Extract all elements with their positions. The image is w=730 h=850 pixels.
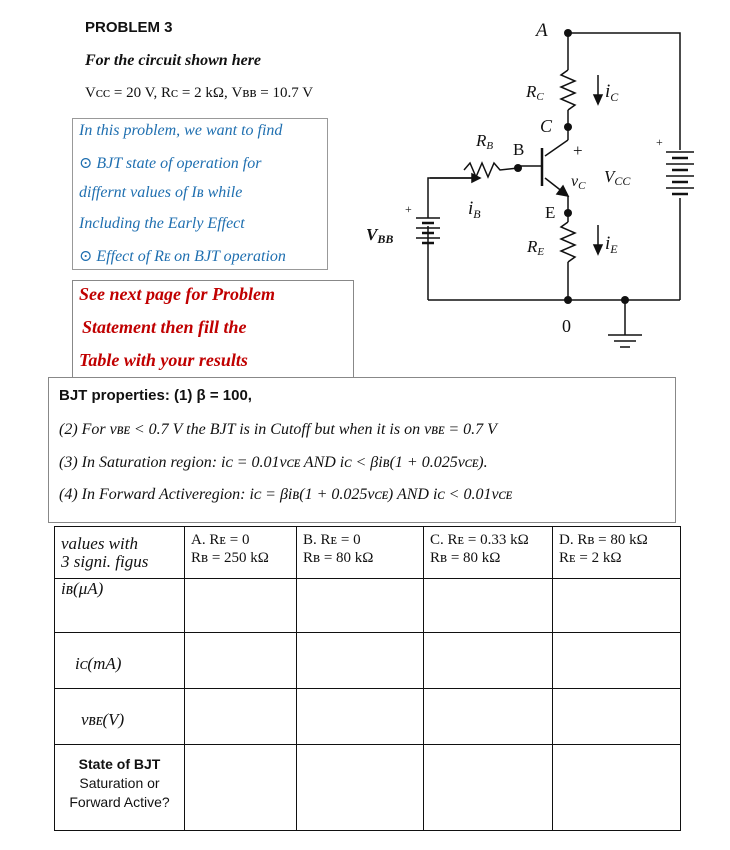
- node-b-label: B: [513, 140, 525, 159]
- bjt-properties-box: [48, 377, 676, 523]
- table-cell-input[interactable]: [424, 633, 553, 689]
- results-table: [54, 526, 681, 831]
- rc-resistor: [561, 70, 575, 110]
- intro-line: ⊙ BJT state of operation for: [79, 155, 262, 172]
- table-cell-input[interactable]: [424, 745, 553, 831]
- table-row: [55, 579, 681, 633]
- circuit-diagram: [366, 0, 720, 370]
- node-0-dot: [564, 296, 572, 304]
- ie-arrow-head: [594, 245, 602, 254]
- table-cell-input[interactable]: [185, 745, 297, 831]
- ib-label: $i_B$: [468, 198, 481, 221]
- table-cell-input[interactable]: [553, 633, 681, 689]
- node-e-label: E: [545, 203, 556, 222]
- ground-node-dot: [621, 296, 629, 304]
- table-cell-input[interactable]: [424, 689, 553, 745]
- ground-label: 0: [562, 316, 571, 336]
- vcc-label: VCC: [604, 167, 631, 188]
- problem-subtitle: For the circuit shown here: [85, 52, 262, 69]
- rb-label: RB: [476, 131, 494, 152]
- note-line: Statement then fill the: [82, 317, 247, 337]
- intro-line: Including the Early Effect: [79, 215, 245, 232]
- table-row: [55, 745, 681, 831]
- vbb-plus-sign: +: [405, 202, 412, 216]
- intro-box: [72, 118, 328, 270]
- table-cell-input[interactable]: [297, 689, 424, 745]
- intro-line: In this problem, we want to find: [79, 122, 283, 139]
- emitter-arrow: [557, 186, 568, 196]
- node-a-dot: [564, 29, 572, 37]
- table-col-header-b: B. Rᴇ = 0 Rʙ = 80 kΩ: [297, 527, 424, 579]
- table-corner-cell: values with 3 signi. figus: [55, 527, 185, 579]
- table-row: [55, 689, 681, 745]
- ie-label: $i_E$: [605, 233, 618, 256]
- ic-arrow-head: [594, 95, 602, 104]
- wire: [568, 33, 680, 300]
- table-cell-input[interactable]: [553, 745, 681, 831]
- rc-label: RC: [526, 82, 544, 103]
- note-line: See next page for Problem: [79, 284, 275, 304]
- table-cell-input[interactable]: [424, 579, 553, 633]
- row-label-ic: iᴄ(mA): [55, 633, 185, 689]
- vc-label: vC: [571, 173, 586, 192]
- table-cell-input[interactable]: [185, 633, 297, 689]
- node-e-dot: [564, 209, 572, 217]
- vcc-plus-sign: +: [656, 135, 663, 149]
- wire: [428, 178, 480, 300]
- node-c-label: C: [540, 116, 553, 136]
- row-label-state: State of BJT Saturation or Forward Active?: [55, 745, 185, 831]
- node-a-label: A: [536, 20, 548, 41]
- ic-label: $i_C$: [605, 81, 619, 104]
- table-cell-input[interactable]: [297, 579, 424, 633]
- intro-line: ⊙ Effect of Rᴇ on BJT operation: [79, 248, 286, 265]
- table-header-row: [55, 527, 681, 579]
- table-col-header-d: D. Rʙ = 80 kΩ Rᴇ = 2 kΩ: [553, 527, 681, 579]
- table-col-header-a: A. Rᴇ = 0 Rʙ = 250 kΩ: [185, 527, 297, 579]
- ib-arrow-head: [472, 174, 480, 182]
- table-cell-input[interactable]: [185, 689, 297, 745]
- table-col-header-c: C. Rᴇ = 0.33 kΩ Rʙ = 80 kΩ: [424, 527, 553, 579]
- table-cell-input[interactable]: [297, 633, 424, 689]
- properties-line: (4) In Forward Activeregion: iᴄ = βiʙ(1 + 0.025vᴄᴇ) AND iᴄ < 0.01vᴄᴇ: [59, 486, 513, 503]
- table-cell-input[interactable]: [297, 745, 424, 831]
- re-label: RE: [527, 237, 545, 258]
- note-line: Table with your results: [79, 350, 248, 370]
- properties-line: (3) In Saturation region: iᴄ = 0.01vᴄᴇ AND iᴄ < βiʙ(1 + 0.025vᴄᴇ).: [59, 454, 488, 471]
- problem-title: PROBLEM 3: [85, 19, 173, 36]
- collector-lead: [545, 140, 568, 156]
- circuit-parameters: Vᴄᴄ = 20 V, Rᴄ = 2 kΩ, Vʙʙ = 10.7 V: [85, 85, 314, 101]
- vc-plus-sign: +: [573, 141, 583, 160]
- properties-line: BJT properties: (1) β = 100,: [59, 387, 252, 404]
- table-cell-input[interactable]: [185, 579, 297, 633]
- table-cell-input[interactable]: [553, 579, 681, 633]
- row-label-ib: iʙ(μA): [55, 579, 185, 633]
- intro-line: differnt values of Iʙ while: [79, 184, 243, 201]
- re-resistor: [561, 222, 575, 262]
- properties-line: (2) For vʙᴇ < 0.7 V the BJT is in Cutoff but when it is on vʙᴇ = 0.7 V: [59, 421, 497, 438]
- node-c-dot: [564, 123, 572, 131]
- note-box: [72, 280, 354, 378]
- node-b-dot: [514, 164, 522, 172]
- table-cell-input[interactable]: [553, 689, 681, 745]
- table-row: [55, 633, 681, 689]
- vbb-label: VBB: [366, 225, 394, 246]
- row-label-vbe: vʙᴇ(V): [55, 689, 185, 745]
